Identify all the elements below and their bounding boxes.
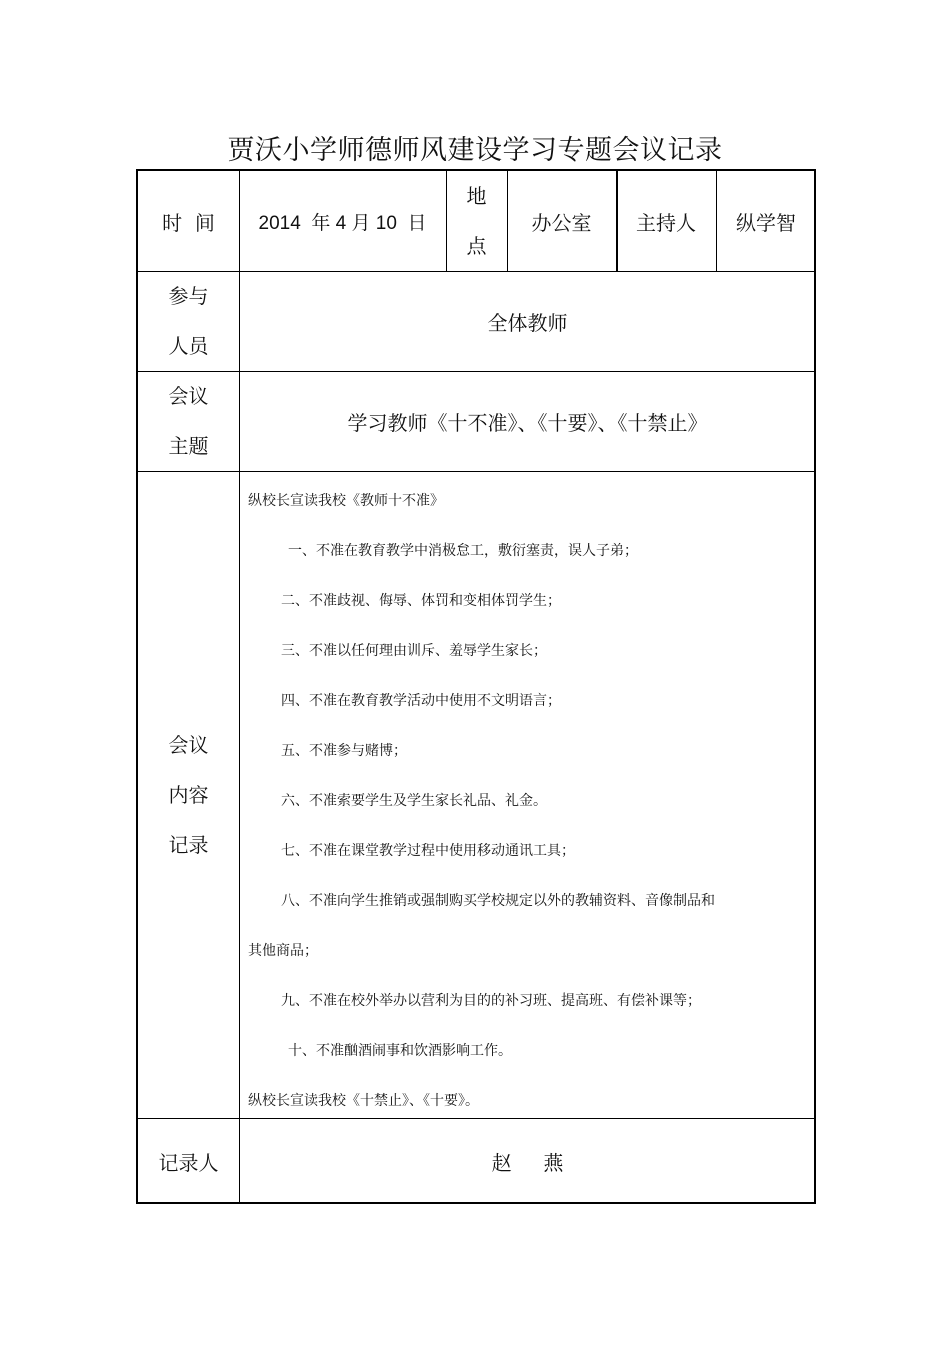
time-label: 时 间 <box>162 210 215 235</box>
date-cell <box>239 171 446 271</box>
content-line: 九、不准在校外举办以营利为目的的补习班、提高班、有偿补课等； <box>281 993 701 1009</box>
participants-label-cell <box>138 271 239 371</box>
content-line: 其他商品； <box>248 943 318 959</box>
participants-label-line-2: 人员 <box>168 334 209 358</box>
place-label-cell <box>446 171 507 271</box>
host-value-cell <box>716 171 816 271</box>
topic-value: 学习教师《十不准》、《十要》、《十禁止》 <box>347 410 708 435</box>
content-line: 十、不准酗酒闹事和饮酒影响工作。 <box>288 1043 512 1059</box>
meeting-date: 2014 年 4 月 10 日 <box>258 212 427 234</box>
host-label-cell <box>616 171 716 271</box>
content-label-line-2: 内容 <box>168 782 209 807</box>
recorder-value: 赵 燕 <box>491 1150 564 1175</box>
content-line: 六、不准索要学生及学生家长礼品、礼金。 <box>281 793 547 809</box>
participants-label-line-1: 参与 <box>168 284 209 308</box>
place-value-cell <box>507 171 616 271</box>
content-label-line-3: 记录 <box>168 832 209 857</box>
content-line: 八、不准向学生推销或强制购买学校规定以外的教辅资料、音像制品和 <box>281 893 715 909</box>
content-line: 四、不准在教育教学活动中使用不文明语言； <box>281 693 561 709</box>
place-value: 办公室 <box>531 210 592 235</box>
place-label-line-1: 地 <box>466 184 487 208</box>
host-label: 主持人 <box>636 210 696 235</box>
time-label-cell <box>138 171 239 271</box>
recorder-label-cell <box>138 1118 239 1204</box>
content-line: 二、不准歧视、侮辱、体罚和变相体罚学生； <box>281 593 561 609</box>
topic-label-cell <box>138 371 239 471</box>
document-title: 贾沃小学师德师风建设学习专题会议记录 <box>227 135 723 166</box>
place-label-line-2: 点 <box>466 234 487 258</box>
content-line: 七、不准在课堂教学过程中使用移动通讯工具； <box>281 843 575 859</box>
topic-label-line-1: 会议 <box>168 384 209 408</box>
content-line: 纵校长宣读我校《十禁止》、《十要》。 <box>248 1093 479 1109</box>
topic-value-cell <box>239 371 816 471</box>
content-line: 一、不准在教育教学中消极怠工，敷衍塞责，误人子弟； <box>288 543 638 559</box>
meeting-record-table <box>136 169 816 1204</box>
recorder-label: 记录人 <box>158 1150 219 1175</box>
content-line: 五、不准参与赌博； <box>281 743 407 759</box>
content-label-line-1: 会议 <box>168 732 209 757</box>
content-line: 三、不准以任何理由训斥、羞辱学生家长； <box>281 643 547 659</box>
participants-value-cell <box>239 271 816 371</box>
recorder-value-cell <box>239 1118 816 1204</box>
content-line: 纵校长宣读我校《教师十不准》 <box>248 493 444 509</box>
host-value: 纵学智 <box>736 210 796 235</box>
topic-label-line-2: 主题 <box>168 434 209 458</box>
participants-value: 全体教师 <box>487 310 568 335</box>
content-label-cell <box>138 471 239 1118</box>
